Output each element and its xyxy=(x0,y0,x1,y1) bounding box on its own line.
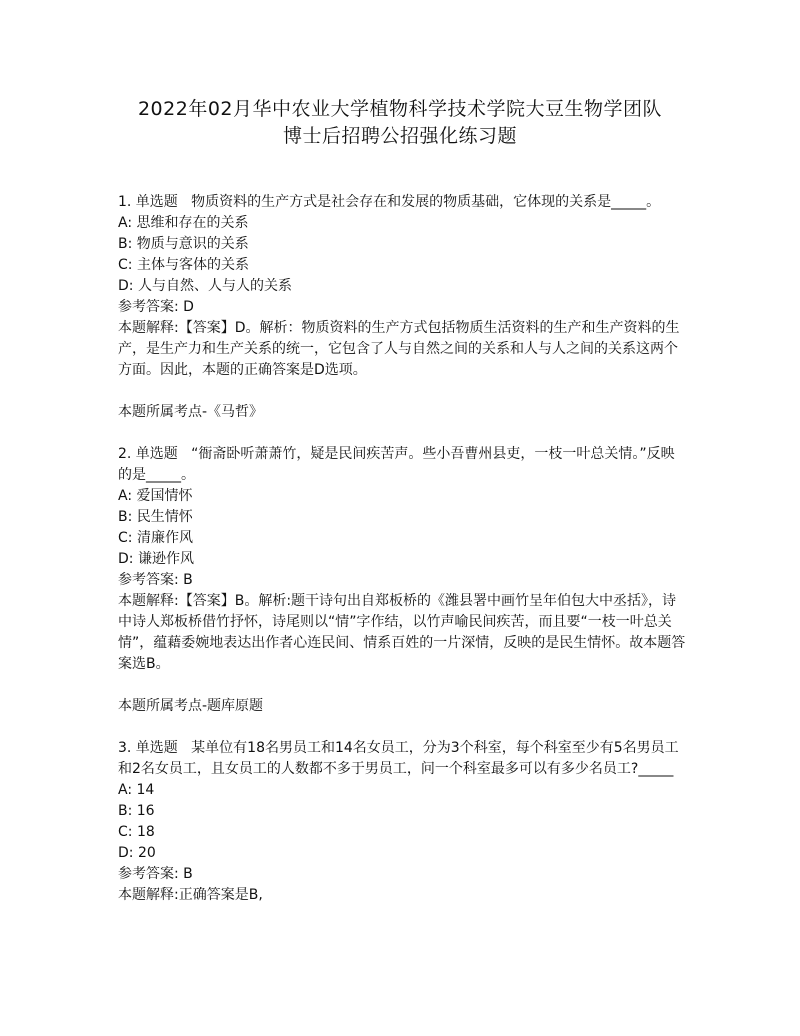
option-b: B: 物质与意识的关系 xyxy=(118,236,249,252)
reference-answer: 参考答案: D xyxy=(118,299,194,315)
question-list xyxy=(118,192,688,927)
option-c: C: 主体与客体的关系 xyxy=(118,257,249,273)
option-a: A: 14 xyxy=(118,782,155,798)
option-c: C: 18 xyxy=(118,824,155,840)
reference-answer: 参考答案: B xyxy=(118,866,193,882)
topic-2 xyxy=(118,696,688,717)
question-stem: 3. 单选题 某单位有18名男员工和14名女员工，分为3个科室，每个科室至少有5名男员工和2名女员工，且女员工的人数都不多于男员工，问一个科室最多可以有多少名员工?_____ xyxy=(118,740,679,777)
topic-label: 本题所属考点-题库原题 xyxy=(118,698,264,714)
question-1 xyxy=(118,192,688,381)
option-d: D: 人与自然、人与人的关系 xyxy=(118,278,292,294)
topic-label: 本题所属考点-《马哲》 xyxy=(118,404,264,420)
question-3 xyxy=(118,738,688,906)
option-c: C: 清廉作风 xyxy=(118,530,193,546)
explanation: 本题解释:【答案】B。解析:题干诗句出自郑板桥的《潍县署中画竹呈年伯包大中丞括》，诗中诗人郑板桥借竹抒怀，诗尾则以“情”字作结，以竹声喻民间疾苦，而且要“一枝一叶总关情”，蕴藉委婉地表达出作者心连民间、情系百姓的一片深情，反映的是民生情怀。故本题答案选B。 xyxy=(118,593,686,672)
document-title xyxy=(0,96,800,150)
option-d: D: 谦逊作风 xyxy=(118,551,194,567)
option-d: D: 20 xyxy=(118,845,156,861)
topic-1 xyxy=(118,402,688,423)
reference-answer: 参考答案: B xyxy=(118,572,193,588)
option-a: A: 思维和存在的关系 xyxy=(118,215,249,231)
question-2 xyxy=(118,444,688,675)
title-line-2: 博士后招聘公招强化练习题 xyxy=(282,125,517,147)
explanation: 本题解释:正确答案是B, xyxy=(118,887,263,903)
option-a: A: 爱国情怀 xyxy=(118,488,193,504)
option-b: B: 民生情怀 xyxy=(118,509,193,525)
question-stem: 1. 单选题 物质资料的生产方式是社会存在和发展的物质基础，它体现的关系是_____。 xyxy=(118,194,661,210)
option-b: B: 16 xyxy=(118,803,155,819)
title-line-1: 2022年02月华中农业大学植物科学技术学院大豆生物学团队 xyxy=(137,98,663,120)
explanation: 本题解释:【答案】D。解析：物质资料的生产方式包括物质生活资料的生产和生产资料的生产，是生产力和生产关系的统一，它包含了人与自然之间的关系和人与人之间的关系这两个方面。因此，本题的正确答案是D选项。 xyxy=(118,320,680,378)
question-stem: 2. 单选题 “衙斋卧听萧萧竹，疑是民间疾苦声。些小吾曹州县吏，一枝一叶总关情。”反映的是_____。 xyxy=(118,446,675,483)
